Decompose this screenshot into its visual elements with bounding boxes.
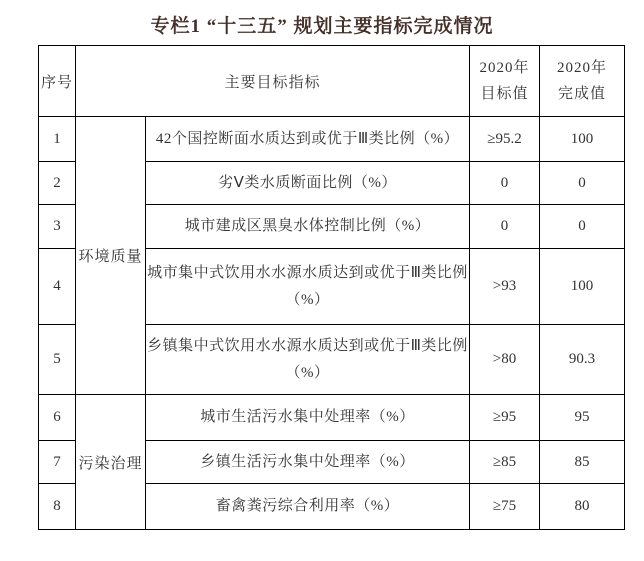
header-indicator: 主要目标指标	[76, 46, 470, 117]
page-title: 专栏1 “十三五” 规划主要指标完成情况	[150, 16, 494, 37]
target-value: >93	[470, 249, 540, 325]
row-number: 6	[39, 395, 76, 441]
target-value: ≥95	[470, 395, 540, 441]
row-number: 7	[39, 441, 76, 484]
header-index: 序号	[39, 46, 76, 117]
completed-value: 90.3	[540, 325, 625, 395]
indicator-text: 畜禽粪污综合利用率（%）	[146, 484, 470, 530]
indicator-text: 乡镇生活污水集中处理率（%）	[146, 441, 470, 484]
table-header-row	[39, 46, 625, 117]
target-value: ≥95.2	[470, 117, 540, 162]
category-pollution-control: 污染治理	[76, 395, 146, 530]
completed-value: 95	[540, 395, 625, 441]
table-row	[39, 117, 625, 162]
indicator-text: 城市集中式饮用水水源水质达到或优于Ⅲ类比例（%）	[146, 249, 470, 325]
completed-value: 0	[540, 162, 625, 205]
completed-value: 0	[540, 205, 625, 249]
category-environment-quality: 环境质量	[76, 117, 146, 395]
indicator-text: 乡镇集中式饮用水水源水质达到或优于Ⅲ类比例（%）	[146, 325, 470, 395]
header-target	[470, 46, 540, 117]
indicator-text: 劣Ⅴ类水质断面比例（%）	[146, 162, 470, 205]
target-value: >80	[470, 325, 540, 395]
target-value: 0	[470, 205, 540, 249]
header-completed-line2: 完成值	[558, 86, 607, 102]
target-value: 0	[470, 162, 540, 205]
completed-value: 80	[540, 484, 625, 530]
completed-value: 85	[540, 441, 625, 484]
completed-value: 100	[540, 249, 625, 325]
header-completed-line1: 2020年	[557, 60, 608, 76]
target-value: ≥75	[470, 484, 540, 530]
row-number: 2	[39, 162, 76, 205]
target-value: ≥85	[470, 441, 540, 484]
row-number: 8	[39, 484, 76, 530]
row-number: 4	[39, 249, 76, 325]
indicator-text: 城市建成区黑臭水体控制比例（%）	[146, 205, 470, 249]
row-number: 1	[39, 117, 76, 162]
row-number: 5	[39, 325, 76, 395]
header-completed	[540, 46, 625, 117]
indicator-text: 城市生活污水集中处理率（%）	[146, 395, 470, 441]
indicators-table	[38, 45, 625, 530]
completed-value: 100	[540, 117, 625, 162]
header-target-line1: 2020年	[479, 60, 530, 76]
row-number: 3	[39, 205, 76, 249]
indicator-text: 42个国控断面水质达到或优于Ⅲ类比例（%）	[146, 117, 470, 162]
header-target-line2: 目标值	[480, 86, 529, 102]
table-row	[39, 395, 625, 441]
